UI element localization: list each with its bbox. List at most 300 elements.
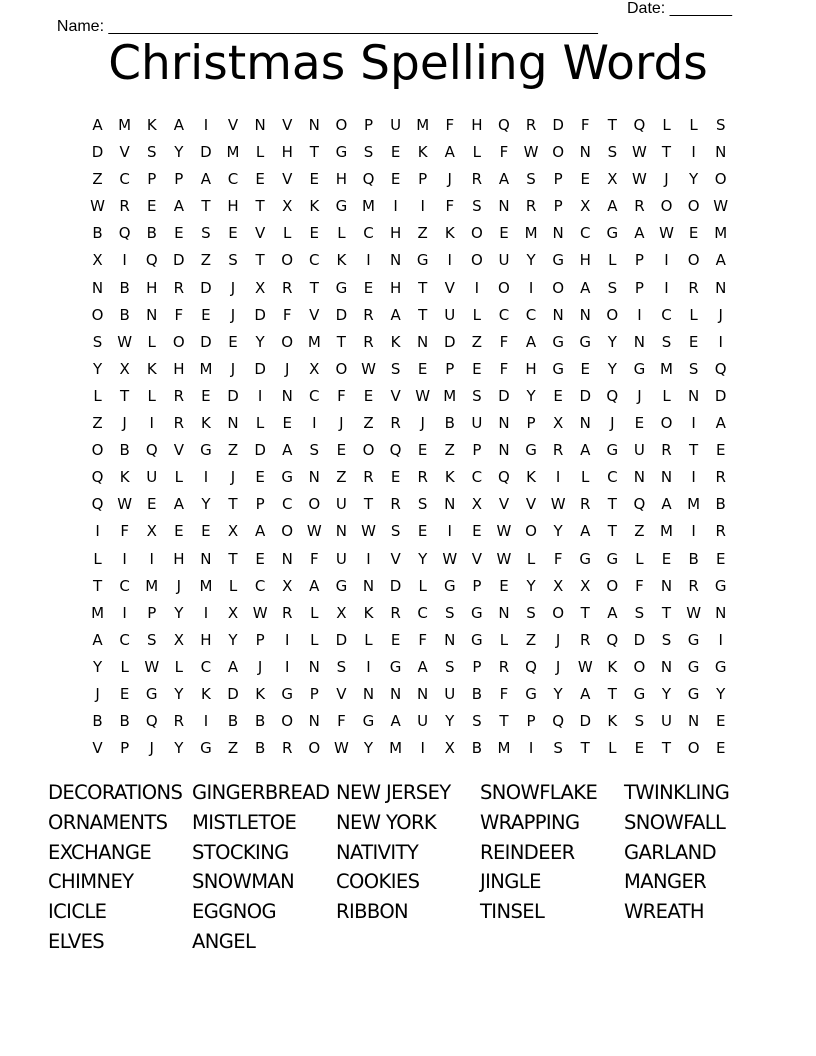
grid-letter: C	[525, 305, 537, 324]
grid-letter: M	[660, 359, 673, 378]
grid-letter: Z	[92, 170, 103, 189]
grid-letter: A	[634, 224, 645, 243]
grid-letter: R	[173, 414, 185, 433]
grid-letter: T	[661, 603, 672, 622]
grid-letter: S	[390, 522, 401, 541]
grid-letter: N	[281, 386, 293, 405]
grid-letter: N	[308, 116, 320, 134]
word-list-item: WRAPPING	[480, 810, 580, 834]
grid-letter: A	[92, 630, 103, 649]
grid-letter: N	[335, 522, 347, 541]
grid-row	[84, 710, 734, 737]
grid-letter: E	[634, 739, 645, 758]
word-list-item: SNOWFLAKE	[480, 781, 598, 804]
grid-letter: S	[336, 657, 347, 676]
grid-letter: F	[337, 386, 346, 405]
grid-letter: E	[688, 224, 699, 243]
grid-letter: E	[417, 522, 428, 541]
grid-letter: I	[718, 630, 723, 649]
grid-letter: E	[336, 441, 347, 460]
grid-letter: X	[282, 576, 293, 595]
grid-letter: X	[553, 414, 564, 433]
grid-letter: F	[499, 143, 509, 162]
grid-row	[84, 114, 734, 141]
grid-letter: R	[390, 495, 401, 514]
grid-letter: R	[634, 197, 645, 216]
grid-letter: S	[445, 657, 455, 676]
grid-letter: E	[417, 359, 428, 378]
grid-letter: B	[254, 739, 266, 758]
grid-letter: L	[147, 386, 156, 405]
grid-letter: H	[525, 359, 537, 378]
grid-letter: F	[120, 522, 129, 541]
grid-letter: C	[119, 576, 130, 595]
grid-row	[84, 222, 734, 249]
grid-letter: D	[552, 116, 564, 134]
grid-letter: G	[335, 143, 348, 162]
grid-letter: K	[201, 414, 211, 433]
grid-letter: I	[447, 522, 452, 541]
grid-letter: M	[118, 116, 132, 134]
grid-letter: J	[610, 414, 615, 433]
grid-letter: N	[498, 414, 510, 433]
grid-letter: F	[309, 549, 319, 568]
grid-letter: D	[389, 576, 402, 595]
grid-letter: W	[659, 224, 674, 243]
grid-letter: G	[471, 603, 483, 622]
grid-letter: V	[309, 305, 320, 324]
grid-letter: T	[228, 495, 238, 514]
grid-letter: G	[579, 332, 592, 351]
grid-letter: N	[498, 603, 510, 622]
grid-letter: I	[149, 549, 154, 568]
grid-letter: P	[553, 197, 563, 216]
grid-letter: Y	[418, 549, 428, 568]
grid-letter: L	[635, 549, 644, 568]
grid-letter: I	[203, 116, 209, 134]
grid-letter: Z	[417, 224, 428, 243]
grid-letter: O	[606, 576, 619, 595]
grid-letter: D	[91, 143, 104, 162]
grid-letter: L	[364, 630, 373, 649]
grid-letter: R	[715, 468, 726, 487]
grid-letter: R	[580, 630, 591, 649]
grid-letter: T	[228, 549, 238, 568]
grid-letter: G	[281, 468, 294, 487]
grid-letter: D	[227, 684, 239, 703]
grid-letter: X	[173, 630, 184, 649]
grid-letter: I	[691, 468, 696, 487]
grid-letter: L	[174, 468, 183, 487]
grid-letter: D	[498, 386, 510, 405]
grid-letter: A	[607, 197, 618, 216]
grid-letter: L	[662, 386, 671, 405]
grid-letter: Q	[118, 224, 131, 243]
grid-letter: C	[200, 657, 212, 676]
grid-letter: G	[335, 576, 348, 595]
grid-letter: B	[471, 739, 482, 758]
grid-letter: A	[254, 522, 266, 541]
grid-letter: K	[607, 657, 618, 676]
word-list-item: EXCHANGE	[48, 840, 152, 864]
grid-letter: H	[389, 224, 402, 243]
grid-letter: V	[92, 739, 103, 758]
grid-letter: Y	[607, 332, 617, 351]
grid-letter: X	[227, 603, 239, 622]
grid-letter: V	[119, 143, 130, 162]
grid-letter: X	[227, 522, 239, 541]
name-field[interactable]: Name: _______________________________________________________	[56, 18, 598, 35]
grid-letter: U	[335, 495, 347, 514]
grid-letter: E	[201, 305, 211, 324]
grid-letter: M	[226, 143, 240, 162]
grid-letter: P	[472, 657, 482, 676]
grid-letter: J	[176, 576, 182, 595]
grid-letter: Y	[174, 739, 184, 758]
grid-letter: I	[555, 468, 561, 487]
grid-letter: O	[172, 332, 185, 351]
grid-letter: C	[254, 576, 266, 595]
word-list-item: RIBBON	[336, 900, 409, 924]
word-list-item: GARLAND	[624, 840, 717, 864]
grid-letter: U	[146, 468, 158, 487]
grid-letter: I	[664, 251, 669, 270]
grid-letter: Z	[634, 522, 645, 541]
grid-letter: I	[393, 197, 398, 216]
grid-letter: J	[95, 684, 100, 703]
grid-letter: A	[580, 278, 591, 297]
grid-letter: O	[552, 603, 565, 622]
grid-letter: L	[310, 630, 319, 649]
grid-letter: A	[200, 170, 212, 189]
grid-letter: S	[363, 143, 374, 162]
grid-letter: E	[472, 359, 482, 378]
grid-letter: U	[633, 441, 645, 460]
grid-letter: Y	[526, 386, 536, 405]
grid-letter: S	[417, 495, 428, 514]
grid-letter: D	[579, 712, 592, 731]
grid-letter: I	[528, 739, 534, 758]
grid-letter: Q	[714, 359, 727, 378]
grid-letter: X	[471, 495, 482, 514]
grid-letter: E	[228, 332, 238, 351]
grid-letter: T	[607, 495, 617, 514]
grid-letter: G	[606, 549, 619, 568]
grid-letter: G	[579, 549, 592, 568]
grid-letter: T	[499, 712, 509, 731]
grid-letter: E	[282, 414, 292, 433]
grid-letter: R	[173, 386, 185, 405]
grid-letter: F	[418, 630, 427, 649]
grid-letter: D	[200, 143, 212, 162]
grid-letter: H	[335, 170, 348, 189]
grid-letter: L	[689, 116, 698, 134]
grid-letter: M	[389, 739, 403, 758]
grid-row	[84, 168, 734, 195]
grid-letter: E	[146, 197, 157, 216]
grid-letter: F	[499, 684, 509, 703]
grid-letter: M	[714, 224, 728, 243]
grid-letter: I	[664, 278, 669, 297]
grid-letter: R	[525, 197, 537, 216]
grid-letter: N	[552, 305, 564, 324]
grid-letter: E	[715, 441, 726, 460]
grid-letter: O	[281, 522, 294, 541]
grid-letter: N	[660, 468, 673, 487]
grid-letter: N	[579, 143, 591, 162]
grid-letter: S	[715, 116, 726, 134]
grid-letter: T	[661, 739, 672, 758]
date-field[interactable]: Date: _______	[627, 0, 732, 17]
grid-letter: P	[120, 739, 130, 758]
header-fields	[48, 0, 748, 35]
grid-letter: Y	[526, 576, 536, 595]
letter-grid	[84, 114, 734, 764]
grid-letter: N	[552, 224, 564, 243]
grid-letter: V	[173, 441, 184, 460]
grid-letter: W	[144, 657, 160, 676]
grid-letter: I	[691, 522, 696, 541]
grid-letter: E	[661, 549, 672, 568]
grid-letter: P	[634, 278, 644, 297]
grid-letter: L	[499, 630, 509, 649]
grid-letter: N	[498, 441, 510, 460]
grid-letter: F	[580, 116, 590, 134]
grid-letter: I	[366, 251, 371, 270]
grid-letter: T	[201, 197, 211, 216]
grid-letter: G	[606, 441, 619, 460]
grid-letter: J	[230, 278, 236, 297]
grid-letter: O	[91, 305, 104, 324]
grid-letter: R	[471, 170, 483, 189]
grid-letter: M	[443, 386, 457, 405]
word-row	[48, 929, 768, 959]
grid-letter: A	[580, 684, 591, 703]
grid-letter: B	[119, 305, 130, 324]
grid-letter: G	[552, 332, 564, 351]
grid-letter: O	[660, 414, 673, 433]
grid-letter: E	[255, 549, 265, 568]
grid-letter: O	[552, 278, 565, 297]
grid-letter: I	[284, 630, 290, 649]
grid-letter: D	[254, 359, 266, 378]
grid-letter: D	[227, 386, 239, 405]
grid-letter: E	[390, 170, 401, 189]
grid-letter: S	[92, 332, 103, 351]
grid-letter: Q	[145, 441, 158, 460]
grid-letter: G	[416, 251, 429, 270]
grid-letter: I	[691, 143, 696, 162]
grid-letter: O	[281, 332, 294, 351]
grid-row	[84, 249, 734, 276]
grid-letter: N	[498, 197, 510, 216]
grid-letter: J	[284, 359, 290, 378]
grid-row	[84, 141, 734, 168]
grid-letter: Q	[91, 468, 104, 487]
grid-letter: W	[361, 522, 376, 541]
grid-letter: X	[580, 197, 591, 216]
grid-letter: O	[281, 251, 294, 270]
grid-letter: C	[579, 224, 591, 243]
grid-letter: B	[688, 549, 699, 568]
grid-letter: D	[173, 251, 185, 270]
grid-letter: Q	[389, 441, 402, 460]
word-list-item: STOCKING	[192, 840, 289, 864]
grid-letter: T	[255, 251, 265, 270]
grid-letter: F	[499, 359, 509, 378]
grid-letter: Y	[201, 495, 211, 514]
word-list-item: NEW YORK	[336, 810, 437, 834]
grid-letter: I	[203, 712, 209, 731]
grid-letter: H	[227, 197, 239, 216]
grid-letter: W	[523, 143, 539, 162]
word-list	[48, 780, 768, 959]
grid-letter: B	[92, 712, 103, 731]
grid-letter: R	[281, 278, 293, 297]
grid-letter: Q	[633, 495, 646, 514]
grid-letter: D	[714, 386, 727, 405]
grid-letter: G	[525, 684, 537, 703]
grid-letter: N	[362, 576, 375, 595]
grid-letter: P	[445, 359, 455, 378]
grid-letter: V	[254, 224, 266, 243]
grid-row	[84, 439, 734, 466]
grid-letter: M	[199, 359, 213, 378]
grid-letter: D	[335, 630, 348, 649]
word-list-item: DECORATIONS	[48, 781, 183, 804]
grid-letter: S	[390, 359, 401, 378]
grid-letter: R	[688, 576, 699, 595]
grid-letter: O	[308, 739, 321, 758]
grid-letter: L	[608, 251, 617, 270]
grid-row	[84, 412, 734, 439]
grid-letter: I	[312, 414, 317, 433]
grid-letter: O	[552, 143, 565, 162]
grid-letter: Q	[91, 495, 104, 514]
word-row	[48, 780, 768, 810]
grid-letter: V	[525, 495, 537, 514]
grid-row	[84, 629, 734, 656]
grid-letter: D	[335, 305, 348, 324]
grid-row	[84, 385, 734, 412]
grid-letter: C	[119, 630, 130, 649]
grid-letter: V	[390, 386, 401, 405]
grid-letter: Y	[228, 630, 238, 649]
grid-letter: J	[718, 305, 723, 324]
grid-letter: I	[203, 468, 209, 487]
grid-letter: W	[496, 549, 512, 568]
grid-letter: E	[174, 522, 184, 541]
grid-letter: M	[660, 522, 673, 541]
grid-letter: K	[363, 603, 374, 622]
grid-letter: G	[552, 359, 564, 378]
grid-letter: A	[580, 522, 591, 541]
grid-letter: K	[255, 684, 266, 703]
grid-letter: W	[496, 522, 512, 541]
grid-row	[84, 195, 734, 222]
grid-letter: A	[92, 116, 103, 134]
grid-letter: B	[146, 224, 157, 243]
grid-letter: H	[389, 278, 402, 297]
grid-letter: C	[471, 468, 483, 487]
grid-letter: A	[390, 305, 401, 324]
grid-letter: P	[255, 495, 265, 514]
grid-letter: R	[390, 414, 401, 433]
grid-letter: T	[255, 197, 265, 216]
page-title: Christmas Spelling Words	[108, 36, 708, 91]
grid-letter: L	[662, 116, 671, 134]
grid-letter: G	[200, 739, 212, 758]
grid-letter: G	[335, 278, 348, 297]
grid-letter: F	[445, 116, 455, 134]
grid-letter: V	[282, 116, 293, 134]
grid-letter: T	[309, 278, 319, 297]
grid-letter: S	[472, 197, 482, 216]
grid-letter: O	[687, 739, 700, 758]
grid-row	[84, 656, 734, 683]
grid-letter: Y	[174, 684, 184, 703]
grid-letter: L	[608, 739, 617, 758]
grid-letter: N	[633, 332, 646, 351]
grid-letter: Z	[471, 332, 482, 351]
grid-letter: J	[339, 414, 344, 433]
grid-letter: E	[255, 170, 265, 189]
grid-letter: S	[146, 630, 157, 649]
word-list-item: NATIVITY	[336, 840, 419, 864]
grid-letter: D	[200, 278, 212, 297]
grid-letter: A	[173, 197, 184, 216]
grid-letter: B	[119, 441, 130, 460]
grid-letter: A	[580, 441, 591, 460]
grid-row	[84, 466, 734, 493]
word-list-item: ICICLE	[48, 900, 107, 924]
grid-letter: K	[146, 359, 157, 378]
grid-letter: W	[361, 359, 376, 378]
grid-letter: W	[442, 549, 458, 568]
grid-letter: L	[283, 224, 292, 243]
grid-letter: N	[715, 143, 727, 162]
grid-letter: O	[660, 197, 673, 216]
grid-letter: S	[472, 712, 482, 731]
grid-letter: A	[661, 495, 672, 514]
grid-letter: Q	[525, 657, 537, 676]
grid-letter: G	[687, 684, 700, 703]
grid-letter: H	[471, 116, 483, 134]
word-list-item: MANGER	[624, 870, 707, 894]
grid-letter: Q	[498, 468, 510, 487]
grid-letter: I	[366, 549, 371, 568]
grid-letter: S	[661, 630, 672, 649]
grid-letter: M	[91, 603, 105, 622]
grid-letter: P	[553, 170, 563, 189]
grid-letter: U	[498, 251, 510, 270]
grid-letter: E	[363, 278, 374, 297]
grid-letter: W	[577, 657, 593, 676]
grid-letter: W	[632, 170, 647, 189]
grid-letter: Z	[92, 414, 103, 433]
grid-letter: L	[310, 603, 319, 622]
grid-letter: P	[255, 630, 265, 649]
grid-letter: L	[228, 576, 238, 595]
grid-letter: R	[525, 116, 537, 134]
grid-letter: N	[660, 657, 673, 676]
grid-letter: P	[472, 441, 482, 460]
grid-letter: R	[363, 468, 374, 487]
grid-letter: N	[715, 278, 727, 297]
grid-letter: L	[93, 386, 102, 405]
grid-letter: D	[443, 332, 456, 351]
grid-letter: Q	[606, 386, 619, 405]
